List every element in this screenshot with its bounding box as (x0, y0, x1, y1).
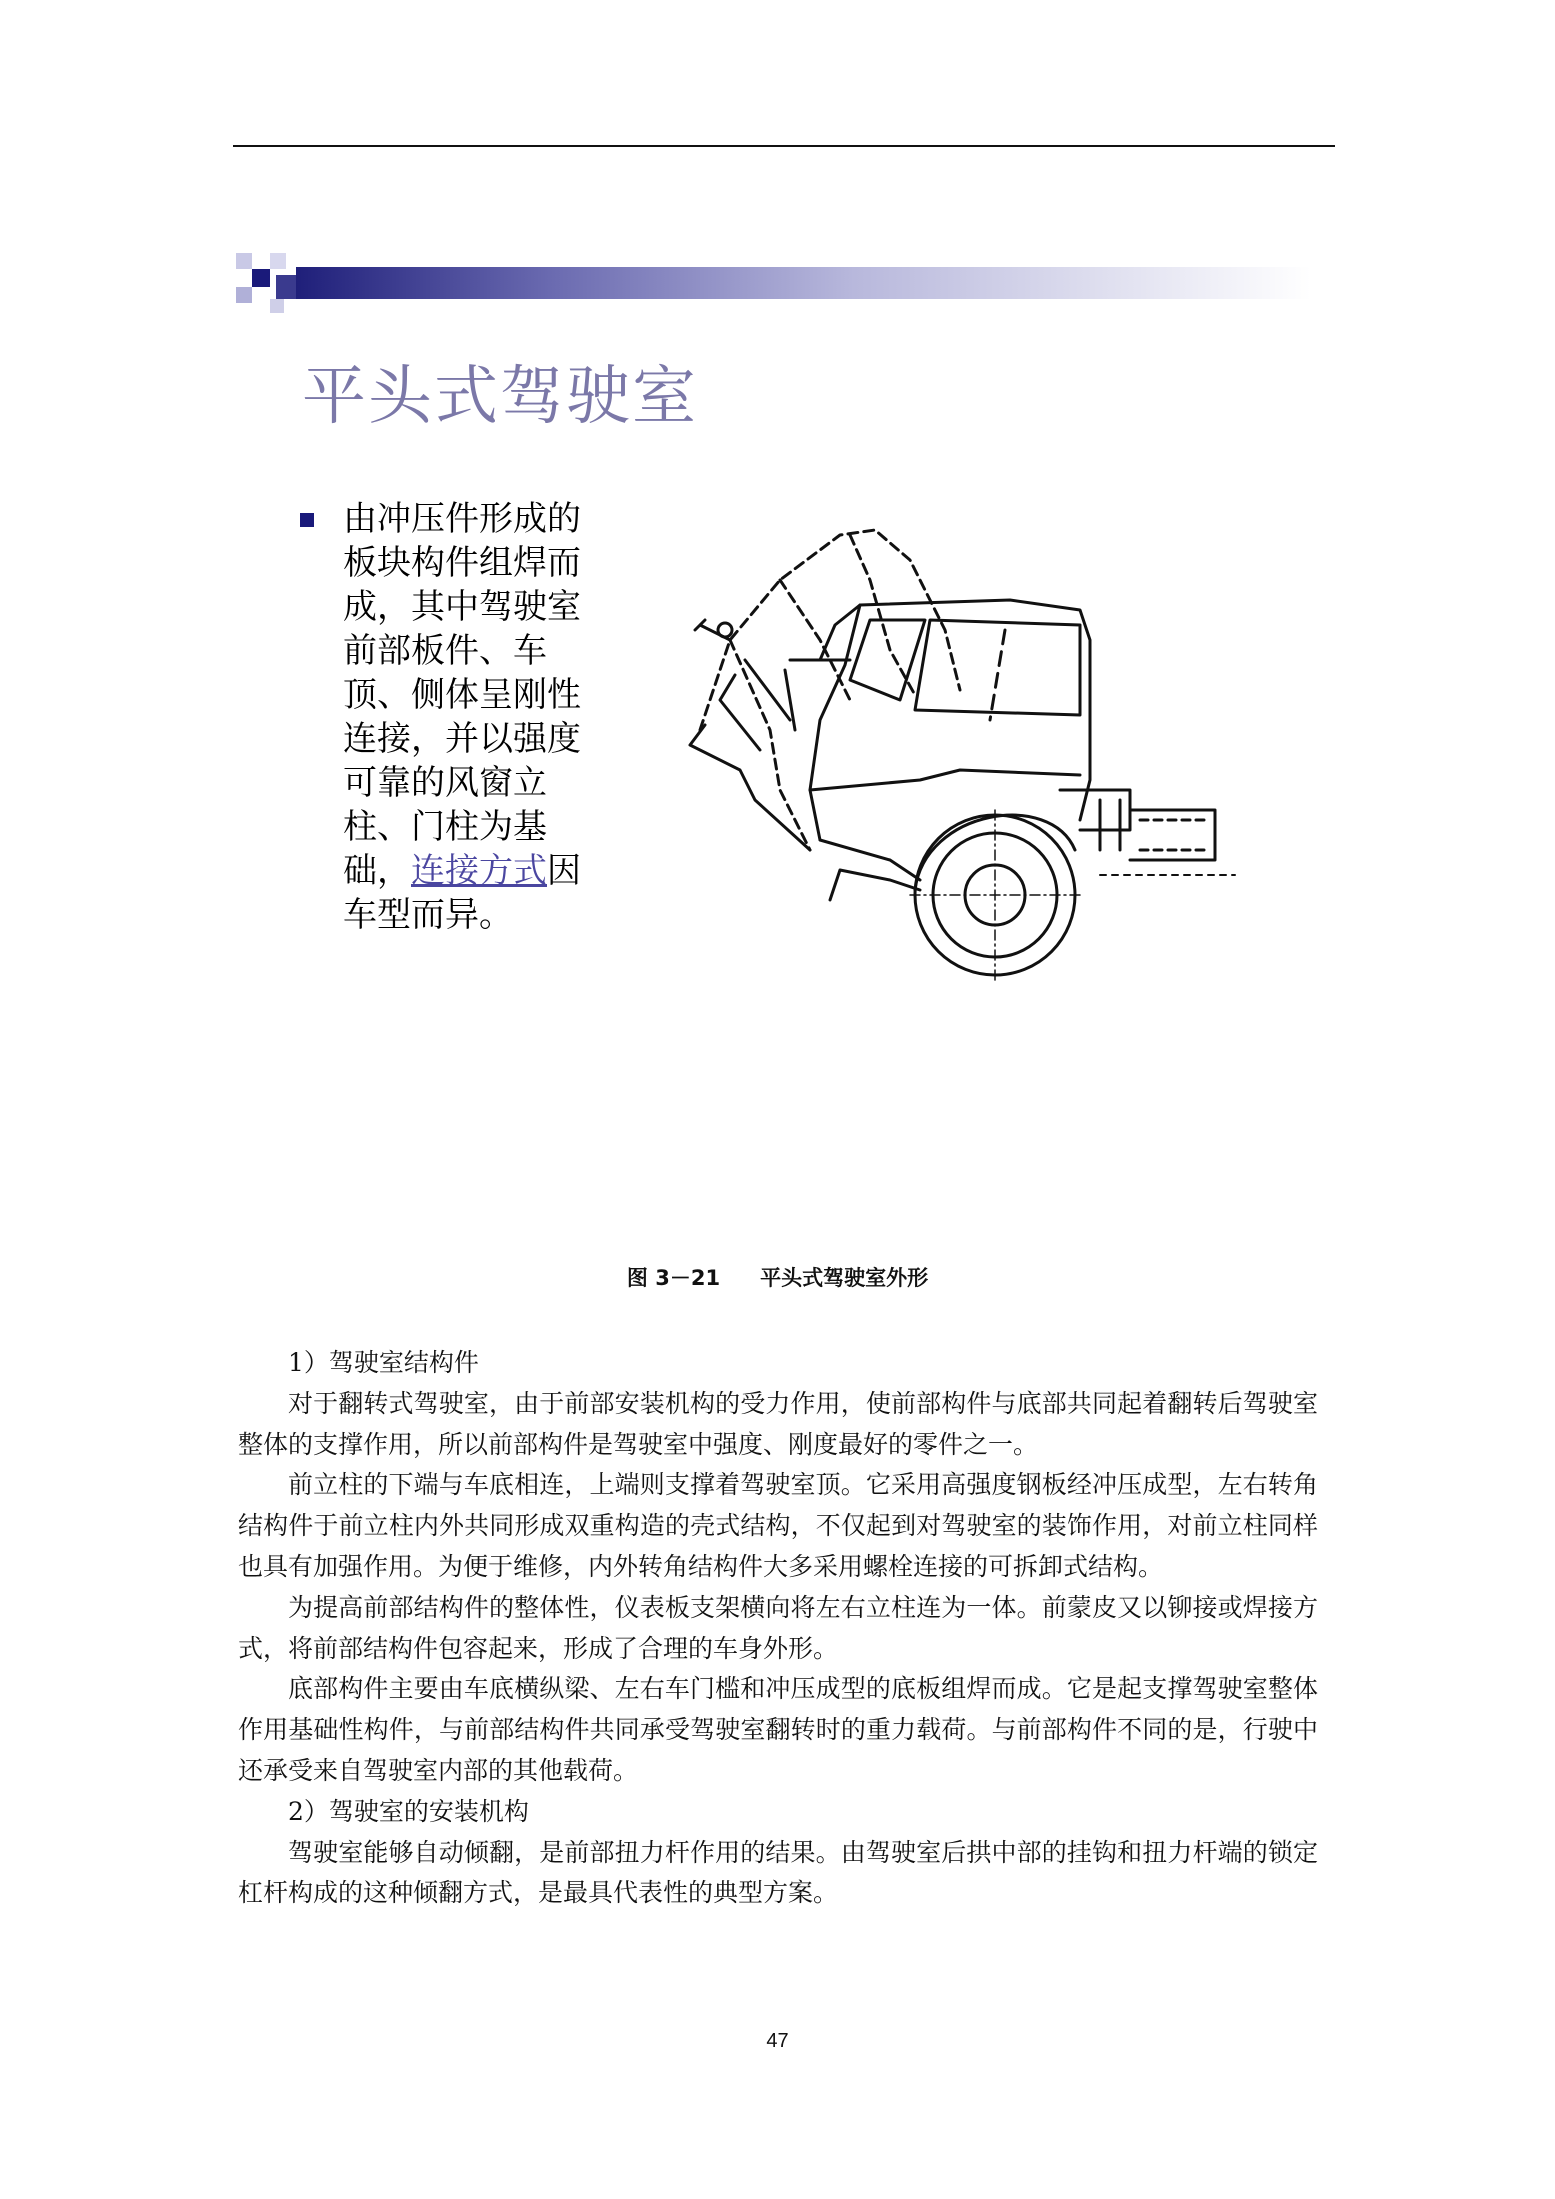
header-rule (233, 145, 1335, 147)
figure-caption (0, 1262, 1555, 1292)
section-heading: 2）驾驶室的安装机构 (288, 1796, 529, 1826)
decor-square (236, 253, 252, 269)
bullet-text (343, 497, 590, 937)
connection-method-link[interactable]: 连接方式 (411, 851, 547, 891)
paragraph: 为提高前部结构件的整体性，仪表板支架横向将左右立柱连为一体。前蒙皮又以铆接或焊接方式，将前部结构件包容起来，形成了合理的车身外形。 (238, 1592, 1318, 1663)
slide-header-band (236, 253, 1311, 313)
paragraph: 前立柱的下端与车底相连，上端则支撑着驾驶室顶。它采用高强度钢板经冲压成型，左右转角结构件于前立柱内外共同形成双重构造的壳式结构，不仅起到对驾驶室的装饰作用，对前立柱同样也具有加强作用。为便于维修，内外转角结构件大多采用螺栓连接的可拆卸式结构。 (238, 1470, 1318, 1581)
figure-number: 图 3－21 (626, 1266, 721, 1290)
decor-square (236, 287, 252, 303)
paragraph: 对于翻转式驾驶室，由于前部安装机构的受力作用，使前部构件与底部共同起着翻转后驾驶室整体的支撑作用，所以前部构件是驾驶室中强度、刚度最好的零件之一。 (238, 1388, 1318, 1459)
paragraph: 底部构件主要由车底横纵梁、左右车门槛和冲压成型的底板组焊而成。它是起支撑驾驶室整体作用基础性构件，与前部结构件共同承受驾驶室翻转时的重力载荷。与前部构件不同的是，行驶中还承受来自驾驶室内部的其他载荷。 (238, 1674, 1318, 1785)
decor-square (252, 269, 270, 287)
paragraph: 驾驶室能够自动倾翻，是前部扭力杆作用的结果。由驾驶室后拱中部的挂钩和扭力杆端的锁定杠杆构成的这种倾翻方式，是最具代表性的典型方案。 (238, 1837, 1318, 1908)
bullet-item (300, 497, 590, 937)
body-text (238, 1343, 1318, 1914)
bullet-main-text: 由冲压件形成的板块构件组焊而成，其中驾驶室前部板件、车顶、侧体呈刚性连接，并以强度可靠的风窗立柱、门柱为基础， (343, 499, 581, 891)
decor-square (270, 299, 284, 313)
bullet-tail-text: 因车型而异。 (343, 851, 581, 935)
decor-square (276, 275, 296, 299)
page-number: 47 (766, 2030, 789, 2052)
section-heading: 1）驾驶室结构件 (288, 1348, 479, 1377)
gradient-bar (296, 267, 1311, 299)
decor-square (270, 253, 286, 269)
figure-caption-text: 平头式驾驶室外形 (760, 1266, 929, 1290)
slide-title: 平头式驾驶室 (302, 360, 698, 434)
cab-tilt-drawing (660, 520, 1245, 995)
bullet-square-icon (300, 513, 314, 527)
